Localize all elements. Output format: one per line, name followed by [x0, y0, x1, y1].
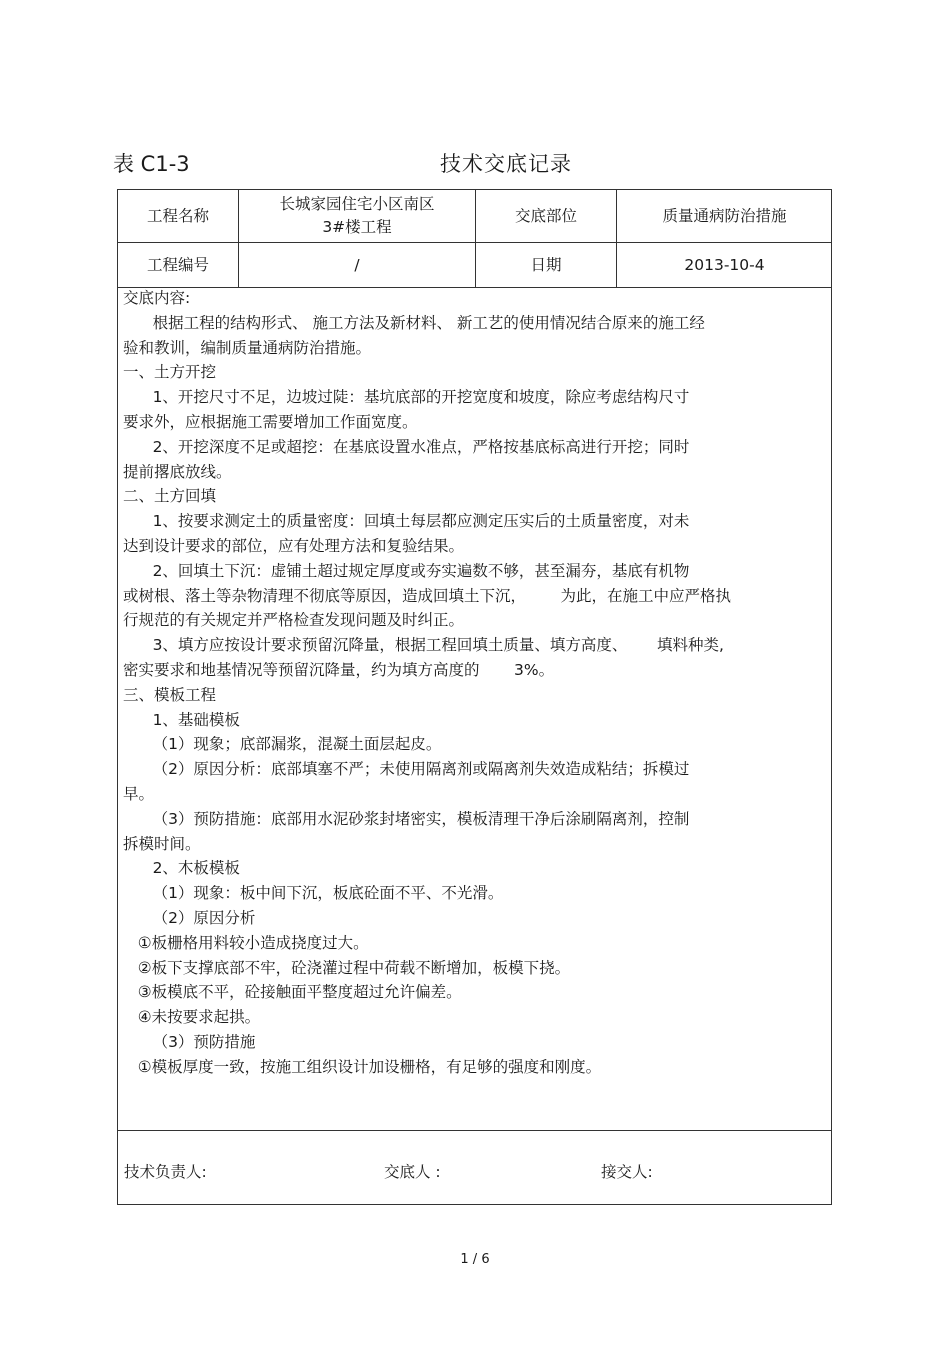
content-line: ①板栅格用料较小造成挠度过大。 — [123, 933, 369, 952]
form-code: 表 C1-3 — [113, 152, 190, 176]
content-line: 2、回填土下沉：虚铺土超过规定厚度或夯实遍数不够，甚至漏夯，基底有机物 — [123, 561, 690, 580]
content-line: 3、填方应按设计要求预留沉降量，根据工程回填土质量、填方高度、 填料种类, — [123, 636, 724, 655]
content-line: 2、木板模板 — [123, 859, 240, 878]
document-title: 技术交底记录 — [440, 152, 572, 176]
content-line: 一、土方开挖 — [123, 363, 217, 382]
project-name-label — [118, 190, 238, 242]
content-line: （3）预防措施：底部用水泥砂浆封堵密实，模板清理干净后涂刷隔离剂，控制 — [123, 809, 690, 828]
tech-lead-signature-label: 技术负责人: — [124, 1163, 207, 1181]
content-line: ③板模底不平，砼接触面平整度超过允许偏差。 — [123, 983, 462, 1002]
date-label-text: 日期 — [530, 255, 562, 274]
content-line: 或树根、落土等杂物清理不彻底等原因，造成回填土下沉， 为此，在施工中应严格执 — [123, 586, 731, 605]
content-line: 达到设计要求的部位，应有处理方法和复验结果。 — [123, 536, 465, 555]
location-value — [617, 190, 832, 242]
project-number-label — [118, 243, 238, 287]
content-line: 根据工程的结构形式、 施工方法及新材料、 新工艺的使用情况结合原来的施工经 — [123, 313, 705, 332]
date-label — [476, 243, 616, 287]
receiver-signature-label: 接交人: — [601, 1163, 653, 1181]
project-number-label-text: 工程编号 — [146, 255, 209, 274]
row-divider — [118, 1130, 831, 1131]
content-line: 交底内容: — [123, 289, 191, 307]
content-line: ②板下支撑底部不牢，砼浇灌过程中荷载不断增加，板模下挠。 — [123, 958, 571, 977]
project-name-label-text: 工程名称 — [146, 206, 209, 225]
content-line: ④未按要求起拱。 — [123, 1008, 261, 1027]
content-line: （2）原因分析 — [123, 908, 256, 927]
content-line: （1）现象：板中间下沉，板底砼面不平、不光滑。 — [123, 884, 504, 903]
content-line: 提前撂底放线。 — [123, 462, 232, 481]
location-value-text: 质量通病防治措施 — [662, 206, 787, 225]
content-line: 1、按要求测定土的质量密度：回填土每层都应测定压实后的土质量密度，对未 — [123, 512, 690, 531]
content-line: 二、土方回填 — [123, 487, 217, 506]
project-name-line2: 3#楼工程 — [322, 218, 392, 236]
date-value — [617, 243, 832, 287]
page-number: 1 / 6 — [460, 1252, 490, 1267]
project-number-value — [239, 243, 475, 287]
content-line: 拆模时间。 — [123, 834, 201, 853]
content-line: 1、开挖尺寸不足，边坡过陡：基坑底部的开挖宽度和坡度，除应考虑结构尺寸 — [123, 388, 690, 407]
project-number-value-text: / — [354, 255, 360, 274]
content-line: 三、模板工程 — [123, 685, 217, 704]
content-line: 要求外，应根据施工需要增加工作面宽度。 — [123, 412, 418, 431]
content-line: 密实要求和地基情况等预留沉降量，约为填方高度的 3%。 — [123, 660, 555, 679]
location-label-text: 交底部位 — [514, 206, 577, 225]
presenter-signature-label: 交底人 : — [384, 1163, 441, 1181]
date-value-text: 2013-10-4 — [684, 255, 765, 274]
content-line: 行规范的有关规定并严格检查发现问题及时纠正。 — [123, 611, 465, 630]
location-label — [476, 190, 616, 242]
project-name-value — [239, 190, 475, 242]
content-line: （3）预防措施 — [123, 1032, 256, 1051]
content-line: （1）现象；底部漏浆，混凝土面层起皮。 — [123, 735, 442, 754]
content-line: ①模板厚度一致，按施工组织设计加设栅格，有足够的强度和刚度。 — [123, 1057, 602, 1076]
briefing-content — [123, 286, 828, 1080]
content-line: 2、开挖深度不足或超挖：在基底设置水准点，严格按基底标高进行开挖；同时 — [123, 437, 690, 456]
project-name-line1: 长城家园住宅小区南区 — [279, 195, 435, 213]
content-line: 1、基础模板 — [123, 710, 240, 729]
content-line: 早。 — [123, 784, 155, 803]
content-line: 验和教训，编制质量通病防治措施。 — [123, 338, 372, 357]
content-line: （2）原因分析：底部填塞不严；未使用隔离剂或隔离剂失效造成粘结；拆模过 — [123, 760, 690, 779]
